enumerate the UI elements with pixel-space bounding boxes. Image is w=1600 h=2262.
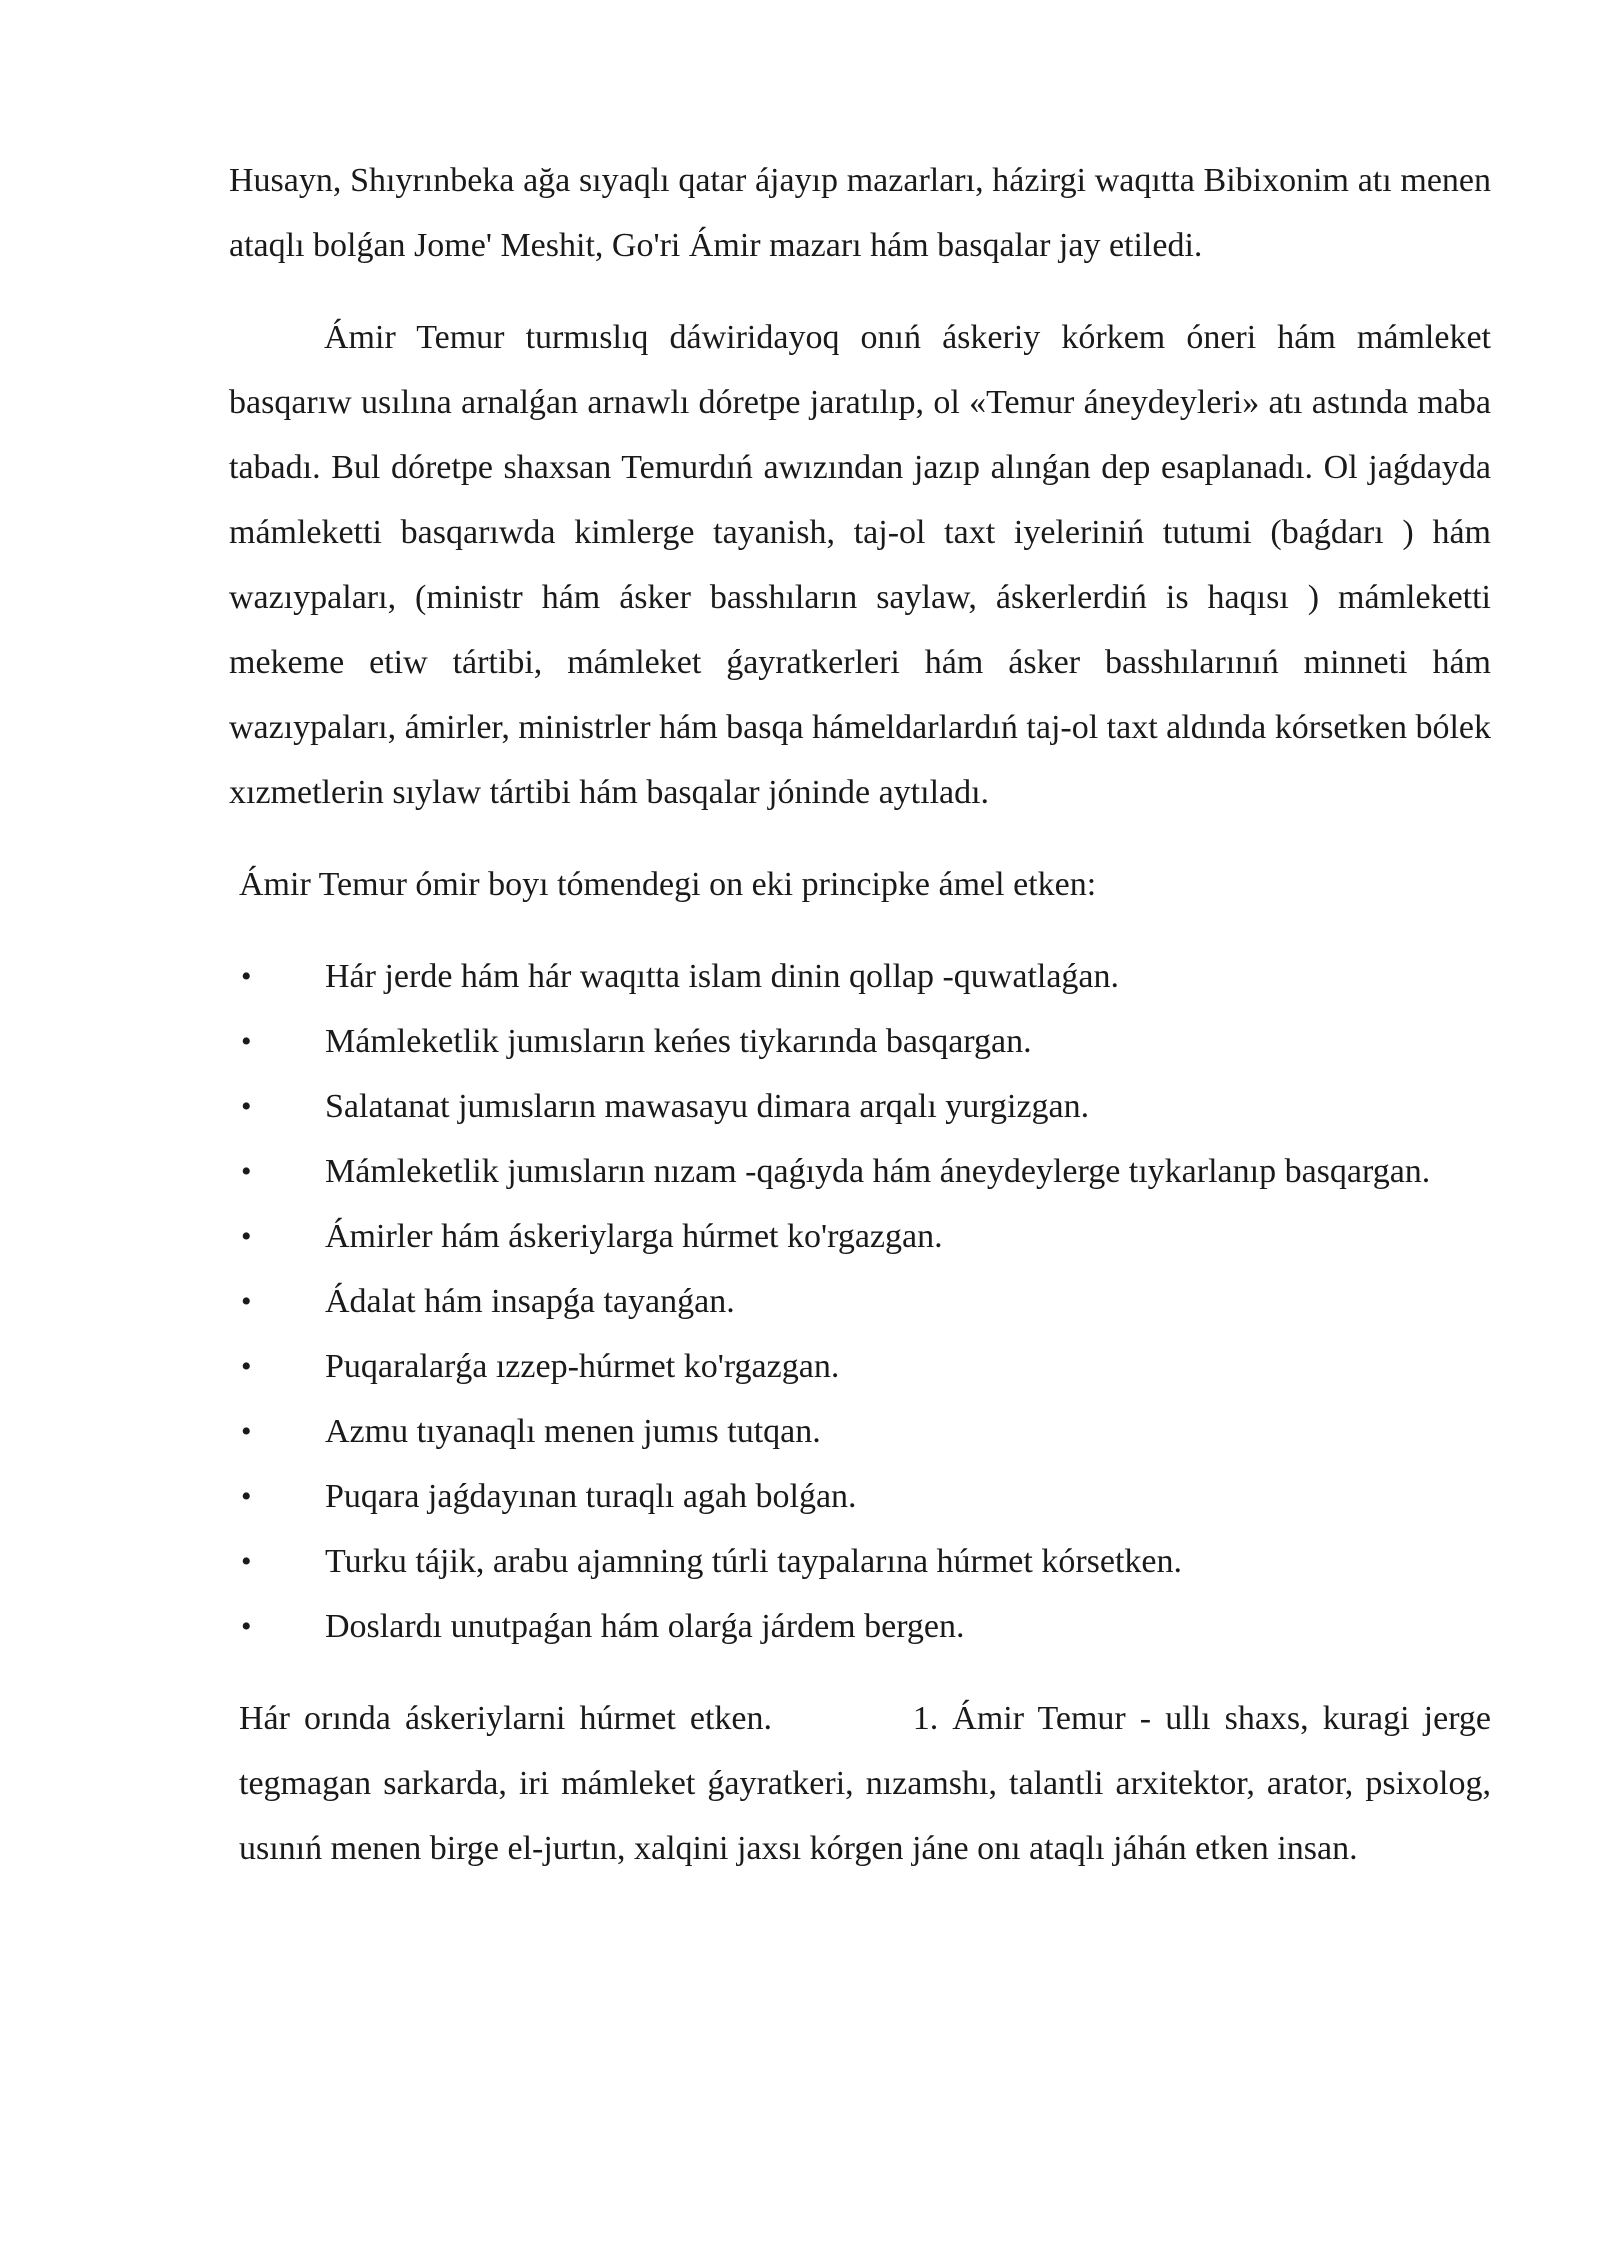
list-item-text: Salatanat jumısların mawasayu dimara arqalı yurgizgan. [325,1088,1090,1125]
list-item-text: Mámleketlik jumısların nızam -qaǵıyda hám áneydeylerge tıykarlanıp basqargan. [325,1153,1431,1190]
bullet-icon: • [241,1090,252,1123]
list-item [229,1074,1491,1139]
list-item-text: Puqara jaǵdayınan turaqlı agah bolǵan. [325,1478,857,1515]
list-item-text: Puqaralarǵa ızzep-húrmet ko'rgazgan. [325,1348,840,1385]
list-item [229,944,1491,1009]
list-item-text: Ádalat hám insapǵa tayanǵan. [325,1283,735,1320]
list-item [229,1529,1491,1594]
list-item [229,1009,1491,1074]
document-page [229,148,1500,1881]
list-item-text: Mámleketlik jumısların keńes tiykarında basqargan. [325,1023,1032,1060]
bullet-icon: • [241,1545,252,1578]
bullet-icon: • [241,1415,252,1448]
bullet-icon: • [241,1610,252,1643]
list-item [229,1594,1491,1659]
bullet-icon: • [241,1155,252,1188]
paragraph-final: Hár orında áskeriylarni húrmet etken. 1. Ámir Temur - ullı shaxs, kuragi jerge tegmagan sarkarda, iri mámleket ǵayratkeri, nızamshı, talantli arxitektor, arator, psixolog, usınıń menen birge el-jurtın, xalqini jaxsı kórgen jáne onı ataqlı jáhán etken insan. [239,1700,1500,1867]
bullet-icon: • [241,960,252,993]
bullet-icon: • [241,1220,252,1253]
paragraph-1: Husayn, Shıyrınbeka ağa sıyaqlı qatar ájayıp mazarları, házirgi waqıtta Bibixonim atı menen ataqlı bolǵan Jome' Meshit, Go'ri Ámir mazarı hám basqalar jay etiledi. [229,162,1491,264]
list-item [229,1139,1491,1204]
list-item [229,1269,1491,1334]
bullet-icon: • [241,1285,252,1318]
list-item [229,1204,1491,1269]
list-item-text: Doslardı unutpaǵan hám olarǵa járdem bergen. [325,1608,965,1645]
bullet-icon: • [241,1480,252,1513]
list-item-text: Azmu tıyanaqlı menen jumıs tutqan. [325,1413,821,1450]
bullet-icon: • [241,1350,252,1383]
paragraph-2: Ámir Temur turmıslıq dáwiridayoq onıń áskeriy kórkem óneri hám mámleket basqarıw usılına arnalǵan arnawlı dóretpe jaratılıp, ol «Temur áneydeyleri» atı astında maba tabadı. Bul dóretpe shaxsan Temurdıń awızından jazıp alınǵan dep esaplanadı. Ol jaǵdayda mámleketti basqarıwda kimlerge tayanish, taj-ol taxt iyeleriniń tutumi (baǵdarı ) hám wazıypaları, (ministr hám ásker basshıların saylaw, áskerlerdiń is haqısı ) mámleketti mekeme etiw tártibi, mámleket ǵayratkerleri hám ásker basshılarınıń minneti hám wazıypaları, ámirler, ministrler hám basqa hámeldarlardıń taj-ol taxt aldında kórsetken bólek xızmetlerin sıylaw tártibi hám basqalar jóninde aytıladı. [229,319,1491,811]
list-item [229,1334,1491,1399]
list-item-text: Turku tájik, arabu ajamning túrli taypalarına húrmet kórsetken. [325,1543,1183,1580]
list-item-text: Ámirler hám áskeriylarga húrmet ko'rgazgan. [325,1218,943,1255]
principles-intro: Ámir Temur ómir boyı tómendegi on eki principke ámel etken: [239,866,1097,903]
bullet-icon: • [241,1025,252,1058]
list-item-text: Hár jerde hám hár waqıtta islam dinin qollap -quwatlaǵan. [325,958,1120,995]
list-item [229,1399,1491,1464]
list-item [229,1464,1491,1529]
principles-list [229,944,1491,1659]
